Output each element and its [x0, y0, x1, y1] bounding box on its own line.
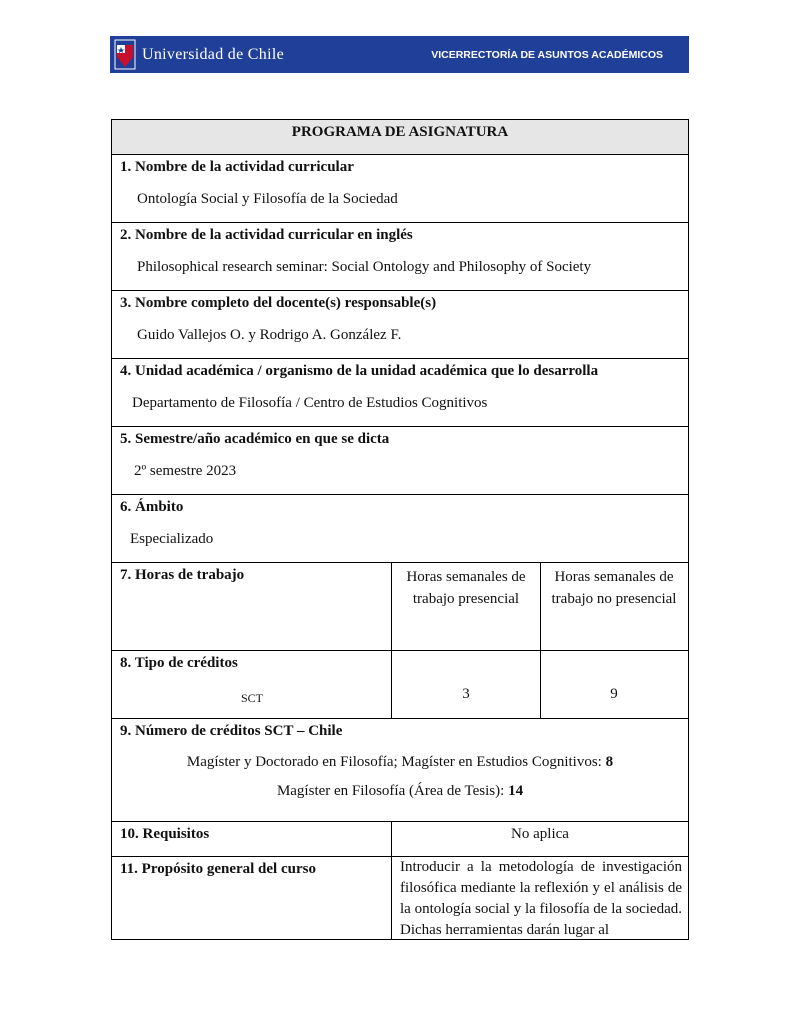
section-7-label-cell: [112, 563, 392, 650]
section-4-row: [112, 359, 689, 427]
section-5-value: 2º semestre 2023: [134, 463, 237, 479]
hours-presencial-header: Horas semanales de trabajo presencial: [392, 563, 541, 650]
credits-line-2: [112, 783, 688, 800]
section-4-value: Departamento de Filosofía / Centro de Estudios Cognitivos: [132, 395, 488, 411]
section-11-label: 11. Propósito general del curso: [120, 861, 316, 877]
section-9-row: [112, 719, 689, 822]
section-2-value: Philosophical research seminar: Social Ontology and Philosophy of Society: [137, 259, 592, 275]
header-banner: [110, 36, 689, 73]
section-7-row: [112, 563, 689, 651]
section-1-value: Ontología Social y Filosofía de la Sociedad: [137, 191, 398, 207]
table-title-row: [112, 120, 689, 155]
section-9-label: 9. Número de créditos SCT – Chile: [120, 723, 343, 739]
table-title: PROGRAMA DE ASIGNATURA: [291, 124, 509, 140]
hours-no-presencial-value: 9: [610, 686, 618, 702]
university-crest-icon: [114, 39, 136, 70]
section-6-value: Especializado: [130, 531, 214, 547]
credits-line-2-number: 14: [508, 783, 524, 799]
section-2-label: 2. Nombre de la actividad curricular en inglés: [120, 227, 413, 243]
course-program-table: [111, 119, 689, 940]
section-10-label-cell: [112, 822, 392, 856]
section-11-label-cell: [112, 857, 392, 939]
credits-line-1-number: 8: [605, 754, 614, 770]
section-5-label: 5. Semestre/año académico en que se dicta: [120, 431, 390, 447]
section-1-row: [112, 155, 689, 223]
credits-line-2-text: Magíster en Filosofía (Área de Tesis):: [276, 783, 505, 799]
credit-type-value: SCT: [241, 691, 264, 705]
credits-line-1-text: Magíster y Doctorado en Filosofía; Magíster en Estudios Cognitivos:: [186, 754, 602, 770]
section-8-row: [112, 651, 689, 719]
hours-presencial-value: 3: [392, 651, 541, 718]
section-10-value: No aplica: [511, 826, 569, 842]
section-10-row: [112, 822, 689, 857]
section-6-label: 6. Ámbito: [120, 499, 184, 515]
section-3-value: Guido Vallejos O. y Rodrigo A. González F.: [137, 327, 402, 343]
section-11-value: Introducir a la metodología de investigación filosófica mediante la reflexión y el análisis de la ontología social y la filosofía de la sociedad. Dichas herramientas darán lugar al: [400, 859, 682, 938]
section-3-label: 3. Nombre completo del docente(s) responsable(s): [120, 295, 437, 311]
section-11-row: [112, 857, 689, 940]
section-8-label-cell: [112, 651, 392, 718]
hours-no-presencial-header: Horas semanales de trabajo no presencial: [551, 569, 677, 607]
university-name: Universidad de Chile: [142, 46, 284, 63]
section-7-label: 7. Horas de trabajo: [120, 567, 245, 583]
section-4-label: 4. Unidad académica / organismo de la unidad académica que lo desarrolla: [120, 363, 599, 379]
office-name: VICERRECTORÍA DE ASUNTOS ACADÉMICOS: [431, 49, 663, 61]
section-8-label: 8. Tipo de créditos: [120, 655, 238, 671]
section-2-row: [112, 223, 689, 291]
section-6-row: [112, 495, 689, 563]
section-1-label: 1. Nombre de la actividad curricular: [120, 159, 354, 175]
section-3-row: [112, 291, 689, 359]
credits-line-1: [112, 754, 688, 771]
section-10-label: 10. Requisitos: [120, 826, 210, 842]
section-5-row: [112, 427, 689, 495]
